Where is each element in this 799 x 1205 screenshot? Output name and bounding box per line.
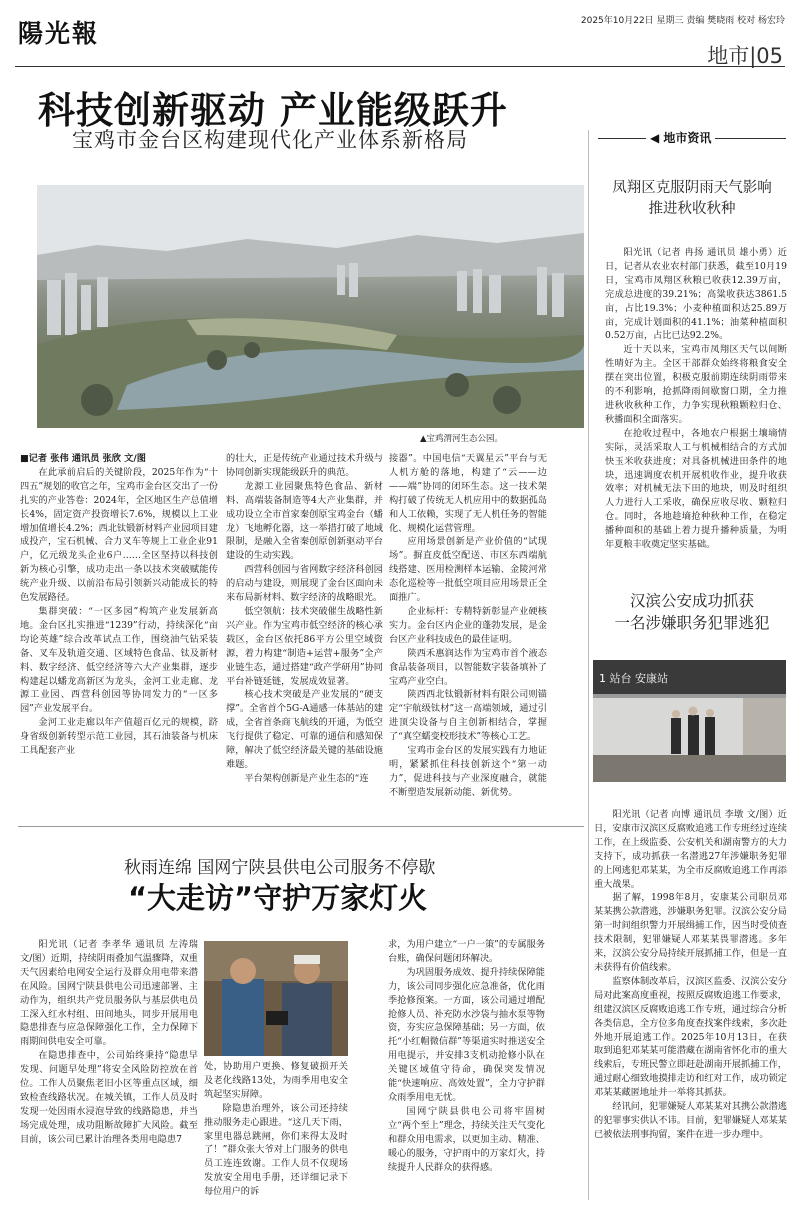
bottom-paragraph: 为巩固服务成效、提升持续保障能力，该公司同步强化应急准备，优化雨季抢修预案。一方面，该公司通过增配抢修人员、补充防水沙袋与抽水泵等物资，夯实应急保障基础；另一方面，依托“小红帽微信群”等渠道实时推送安全用电提示，并安排3支机动抢修小队在关键区域值守待命，确保突发情况能“快速响应、高效处置”，全力守护群众雨季用电无忧。 (388, 966, 545, 1103)
lead-paragraph: 集群突破：“一区多园”构筑产业发展新高地。金台区扎实推进“1239”行动，持续深化“亩均论英雄”综合改革试点工作，围绕油气钻采装备、叉车及轨道交通、区域特色食品、钛及新材料、数字经济、低空经济等六大产业集群，逐步构建起以蟠龙高新区为龙头，金河工业走廊、龙源工业园、西营科创园等协同发力的“一区多园”产业发展平台。 (20, 605, 218, 715)
lead-paragraph: 金河工业走廊以年产值超百亿元的规模，跻身省级创新转型示范工业园，其石油装备与机床工具配套产业 (20, 717, 218, 757)
story2-paragraph: 经讯问，犯罪嫌疑人邓某某对其携公款潜逃的犯罪事实供认不讳。目前，犯罪嫌疑人邓某某已被依法刑事拘留，案件在进一步办理中。 (594, 1101, 787, 1140)
lead-column-2 (226, 452, 383, 786)
story2-paragraph: 据了解，1998年8月，安康某公司职员邓某某携公款潜逃，涉嫌职务犯罪。汉滨公安分局第一时间组织警力开展缉捕工作，因当时受侦查技术限制，犯罪嫌疑人邓某某畏罪潜逃。多年来，汉滨公安分局持续开展抓捕工作，但是一直未获得有价值线索。 (594, 892, 787, 973)
section-divider (18, 826, 584, 827)
lead-paragraph: 应用场景创新是产业价值的“试现场”。摒直皮低空配送、市区东西端航线搭建、医用检测样本运输、金陵河常态化巡检等一批低空项目应用场景正全面推广。 (389, 536, 547, 604)
city-aerial-illustration (37, 185, 584, 428)
bottom-column-1 (20, 938, 198, 1147)
lead-paragraph: 接器”。中国电信“天翼星云”平台与无人机方舱的落地，构建了“云——边——端”协同的闭环生态。这一技术架构打破了传统无人机应用中的数据孤岛和人工依赖，实现了无人机任务的智能化、规模化运营管理。 (389, 453, 547, 534)
bottom-column-3 (388, 938, 545, 1174)
bottom-paragraph: 在隐患排查中，公司始终秉持“隐患早发现、问题早处理”将安全风险防控放在首位。工作人员聚焦老旧小区等重点区域，细致检查线路状况。在城关镇，工作人员及时发现一处因雨水浸泡导致的线路隐患，并当场完成处理，成功阻断故障扩大风险。截至目前，该公司已累计治理各类用电隐患7 (20, 1050, 198, 1145)
header-rule (15, 66, 785, 67)
story2-paragraph: 监察体制改革后，汉滨区监委、汉滨公安分局对此案高度重视，按照反腐败追逃工作要求，组建汉滨区反腐败追逃工作专班，通过综合分析各类信息，全方位多角度查找案件线索，多次赴外地开展追逃工作。2025年10月13日，在获取到追犯邓某某可能潜藏在湖南省怀化市的重大线索后，专班民警立即赶赴湖南开展抓捕工作，通过耐心细致地摸排走访和红对工作，成功锁定邓某某藏匿地址并一举将其抓获。 (594, 975, 787, 1099)
story1-title: 凤翔区克服阴雨天气影响 推进秋收秋种 (612, 180, 772, 217)
lead-column-1 (20, 452, 218, 758)
bottom-paragraph: 除隐患治理外，该公司还持续推动服务走心跟进。“这几天下雨，家里电器总跳闸，你们来得太及时了！”群众张大爷对上门服务的供电员工连连致谢。工作人员不仅现场发放安全用电手册，还详细记录下每位用户的诉 (204, 1102, 348, 1198)
sidebar-band-label: ◀ 地市资讯 (646, 129, 715, 146)
lead-paragraph: 核心技术突破是产业发展的“硬支撑”。全省首个5G-A通感一体基站的建成，全省首条商飞航线的开通，为低空飞行提供了稳定、可靠的通信和感知保障，解决了低空经济最关键的基础设施难题。 (226, 689, 383, 770)
arrow-icon: ◀ (650, 131, 664, 145)
station-sign-text: 1 站台 安康站 (599, 672, 668, 685)
lead-paragraph: 企业标杆：专精特新彰显产业硬核实力。金台区内企业的蓬勃发展，是金台区产业科技成色的最佳证明。 (389, 605, 547, 645)
lead-paragraph: 龙源工业园聚焦特色食品、新材料、高端装备制造等4大产业集群，并成功设立全市首家秦创原宝鸡金台（蟠龙）飞地孵化器，这一举措打破了地域限制，是融入全省秦创原创新驱动平台建设的生动实践。 (226, 480, 383, 562)
bottom-paragraph: 处，协助用户更换、修复破损开关及老化线路13处，为雨季用电安全筑起坚实屏障。 (204, 1061, 348, 1100)
dateline: 2025年10月22日 星期三 责编 樊晓雨 校对 杨宏玲 (580, 16, 785, 26)
story1-paragraph: 在抢收过程中，各地农户根据土壤墒情实际，灵活采取人工与机械相结合的方式加快玉米收获进度；对具备机械进田条件的地块，迅速调度农机开展机收作业，提升收获效率；对机械无法下田的地块，则及时组织人力进行人工采收，确保应收尽收、颗粒归仓。同时，各地趁墒抢种秋种工作，在稳定播种面积的基础上着力提升播种质量，为明年夏粮丰收奠定坚实基础。 (605, 427, 787, 551)
section-label: 地市|05 (707, 44, 783, 68)
bottom-paragraph: 国网宁陕县供电公司将牢固树立“两个至上”理念，持续关注天气变化和群众用电需求，以更加主动、精准、暖心的服务，守护雨中的万家灯火，持续提升人民群众的获得感。 (388, 1105, 545, 1173)
bottom-pre-title: 秋雨连绵 国网宁陕县供电公司服务不停歇 (124, 858, 436, 878)
sidebar-divider (588, 130, 589, 1200)
masthead-logo: 陽光報 (18, 19, 100, 48)
story2-title: 汉滨公安成功抓获 一名涉嫌职务犯罪逃犯 (614, 592, 770, 632)
lead-headline: 科技创新驱动 产业能级跃升 (38, 89, 508, 132)
story2-paragraph: 阳光讯（记者 向博 通讯员 李墩 文/图）近日，安康市汉滨区反腐败追逃工作专班经过连续工作，在上级监委、公安机关和湖南警方的大力支持下，成功抓获一名潜逃27年涉嫌职务犯罪的上网逃犯邓某某，为全市反腐败追逃工作再添重大战果。 (594, 809, 787, 890)
lead-paragraph: 的壮大，正是传统产业通过技术升级与协同创新实现能级跃升的典范。 (226, 453, 383, 478)
lead-paragraph: 低空领航：技术突破催生战略性新兴产业。作为宝鸡市低空经济的核心承载区，金台区依托86平方公里空域资源，着力构建“制造+运营+服务”全产业链生态，通过搭建“政产学研用”协同平台补链延链，发展成效显著。 (226, 605, 383, 687)
story1-paragraph: 阳光讯（记者 冉扬 通讯员 雄小勇）近日，记者从农业农村部门获悉，截至10月19日，宝鸡市凤翔区秋粮已收获12.39万亩，完成总进度的39.21%；高粱收获达3861.5亩，占比19.3%；小麦种植面积达25.89万亩，完成计划面积的41.1%；油菜种植面积0.52万亩，占比已达92.2%。 (605, 247, 787, 342)
lead-photo-city-park (37, 185, 584, 428)
bottom-paragraph: 阳光讯（记者 李孝华 通讯员 左涛瑞 文/图）近期，持续阴雨叠加气温骤降，双重天气因素给电网安全运行及群众用电带来潜在风险。国网宁陕县供电公司迅速部署、主动作为，组织共产党员服务队与基层供电员工深入红水村组、田间地头，同步开展用电隐患排查与应急保障强化工作，全力保障下雨期间供电安全可靠。 (20, 939, 198, 1048)
bottom-paragraph: 求，为用户建立“一户一策”的专属服务台账，确保问题闭环解决。 (388, 939, 545, 964)
story2-photo-station (593, 660, 786, 782)
bottom-photo-workers (204, 941, 348, 1056)
bottom-column-2 (204, 1060, 348, 1199)
lead-subhead: 宝鸡市金台区构建现代化产业体系新格局 (72, 128, 468, 152)
workers-illustration (204, 941, 348, 1056)
lead-paragraph: 宝鸡市金台区的发展实践有力地证明，紧紧抓住科技创新这个“第一动力”，促进科技与产业深度融合，就能不断塑造发展新动能、新优势。 (389, 745, 547, 798)
lead-paragraph: 陕西西北钛锻新材料有限公司则锚定“宇航级钛材”这一高端领域，通过引进顶尖设备与自主创新相结合，掌握了“真空蠕变校形技术”等核心工艺。 (389, 689, 547, 743)
lead-paragraph: 西营科创园与省网数字经济科创园的启动与建设，则展现了金台区面向未来布局新材料、数字经济的战略眼光。 (226, 564, 383, 604)
story1-body (605, 246, 787, 552)
story1-paragraph: 近十天以来，宝鸡市凤翔区天气以间断性晴好为主。全区干部群众始终将粮食安全摆在突出位置，积极克服前期连续阴雨带来的不利影响，抢抓降雨间歇窗口期，全力推进秋收秋种工作，力争实现秋粮颗粒归仓、秋播面积全面落实。 (605, 344, 787, 425)
lead-paragraph: 在此承前启后的关键阶段，2025年作为“十四五”规划的收官之年，宝鸡市金台区交出了一份扎实的产业答卷：2024年，全区地区生产总值增长4%，固定资产投资增长7.6%，规模以上工业增加值增长4.2%；西北钛锻新材料产业园项目建成投产，宝石机械、合力叉车等规上工业企业91户，亿元级龙头企业6户……全区坚持以科技创新为核心引擎，成功走出一条以技术突破赋能传统产业升级、以前沿布局引领新兴动能成长的特色发展路径。 (20, 466, 218, 604)
lead-photo-caption: ▲宝鸡渭河生态公园。 (420, 434, 504, 444)
sidebar-band (598, 129, 786, 147)
lead-paragraph: 平台架构创新是产业生态的“连 (244, 772, 369, 784)
lead-byline: ■记者 张伟 通讯员 张欣 文/图 (20, 453, 146, 464)
lead-paragraph: 陕西禾惠润达作为宝鸡市首个液态食品装备项目，以智能数字装备填补了宝鸡产业空白。 (389, 647, 547, 687)
story2-body (594, 808, 787, 1142)
lead-column-3 (389, 452, 547, 800)
bottom-main-title: “大走访”守护万家灯火 (128, 881, 428, 915)
station-illustration (593, 660, 786, 782)
